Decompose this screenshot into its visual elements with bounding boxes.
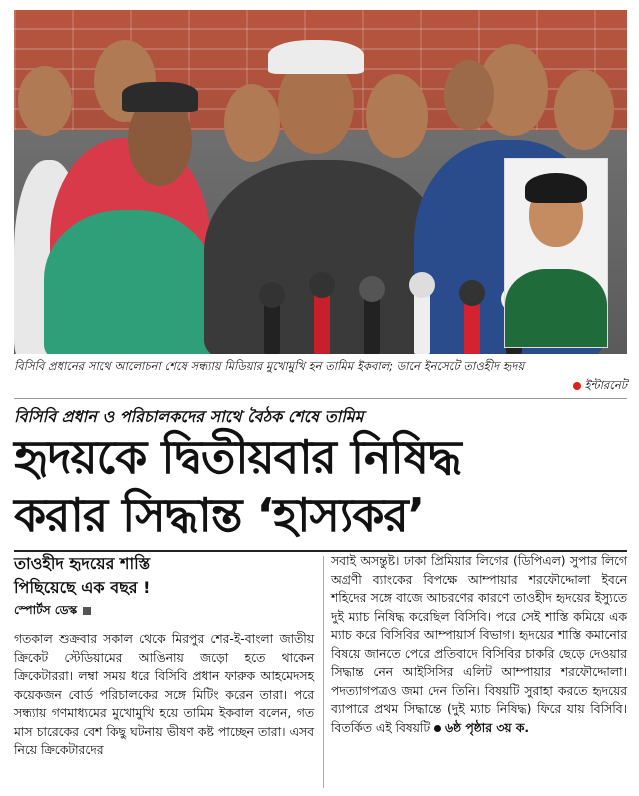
cap-icon	[122, 82, 198, 112]
caption-credit-text: ইন্টারনেট	[584, 378, 627, 392]
continued-note	[434, 721, 529, 735]
credit-dot-icon	[573, 382, 581, 390]
person-head	[18, 66, 72, 136]
continued-bullet-icon	[434, 725, 441, 732]
caption-text: বিসিবি প্রধানের সাথে আলোচনা শেষে সন্ধ্যায় মিডিয়ার মুখোমুখি হন তামিম ইকবাল; ডানে ইনসেটে তাওহীদ হৃদয়	[14, 359, 525, 373]
cap-icon	[268, 40, 364, 74]
person-shape	[44, 210, 214, 354]
person-head	[444, 60, 494, 130]
news-photo	[14, 10, 627, 354]
article-body-right	[331, 552, 627, 737]
microphone-icon	[359, 276, 385, 302]
article-kicker: বিসিবি প্রধান ও পরিচালকদের সাথে বৈঠক শেষে তামিম	[14, 407, 364, 426]
article-body-left: গতকাল শুক্রবার সকাল থেকে মিরপুর শের-ই-বাংলা জাতীয় ক্রিকেট স্টেডিয়ামের আঙিনায় জড়ো হতে থাকেন ক্রিকেটাররা। লম্বা সময় ধরে বিসিবি প্রধান ফারুক আহমেদসহ কয়েকজন বোর্ড পরিচালকের সঙ্গে মিটিং করেন তারা। পরে সন্ধ্যায় গণমাধ্যমের মুখোমুখি হয়ে তামিম ইকবাল বলেন, গত মাস চারেকের বেশ কিছু ঘটনায় ভীষণ কষ্ট পাচ্ছেন তারা। এসব নিয়ে ক্রিকেটারদের	[14, 632, 314, 757]
microphone-icon	[309, 272, 335, 298]
microphone-icon	[259, 282, 285, 308]
subhead-line-1: তাওহীদ হৃদয়ের শাস্তি	[14, 554, 151, 573]
caption-credit	[573, 377, 627, 393]
article-headline	[14, 428, 627, 544]
photo-caption	[14, 358, 627, 398]
person-head	[366, 74, 428, 158]
microphone-icon	[459, 280, 485, 306]
article-body-right-text: সবাই অসন্তুষ্ট। ঢাকা প্রিমিয়ার লিগের (ডিপিএল) সুপার লিগে অগ্রণী ব্যাংকের বিপক্ষে আম্পায়ার শরফৌদ্দোলা ইবনে শহিদের সঙ্গে বাজে আচরণের কারণে তাওহীদ হৃদয়ের ইস্যুতে দুই ম্যাচ নিষিদ্ধ করেছিল বিসিবি। পরে সেই শাস্তি কমিয়ে এক ম্যাচ করে বিসিবির আম্পায়ার্স বিভাগ। হৃদয়ের শাস্তি কমানোর বিষয়ে জানতে পেরে প্রতিবাদে বিসিবির চাকরি ছেড়ে দেওয়ার সিদ্ধান্ত নেন আইসিসির এলিট আম্পায়ার শরফৌদ্দোলা। পদত্যাগপত্রও জমা দেন তিনি। বিষয়টি সুরাহা করতে হৃদয়ের ব্যাপারে প্রথম সিদ্ধান্তে (দুই ম্যাচ নিষিদ্ধ) ফিরে যায় বিসিবি। বিতর্কিত এই বিষয়টি	[331, 554, 627, 735]
microphone-icon	[409, 272, 435, 298]
person-head	[554, 70, 614, 150]
microphone-cluster	[244, 272, 544, 354]
inset-hair	[525, 173, 587, 203]
inset-shirt	[505, 269, 607, 348]
inset-portrait	[504, 158, 608, 348]
article-subhead	[14, 552, 314, 600]
column-divider	[323, 556, 324, 788]
subhead-line-2: পিছিয়েছে এক বছর !	[14, 578, 151, 597]
article-byline	[14, 602, 91, 622]
person-head	[224, 84, 280, 162]
byline-square-icon	[83, 607, 91, 615]
headline-line-1: হৃদয়কে দ্বিতীয়বার নিষিদ্ধ	[14, 430, 461, 484]
continued-text: ৬ষ্ঠ পৃষ্ঠার ৩য় ক.	[445, 720, 530, 735]
byline-text: স্পোর্টস ডেস্ক	[14, 603, 78, 617]
headline-line-2: করার সিদ্ধান্ত ‘হাস্যকর’	[14, 488, 425, 542]
caption-divider	[14, 398, 627, 399]
